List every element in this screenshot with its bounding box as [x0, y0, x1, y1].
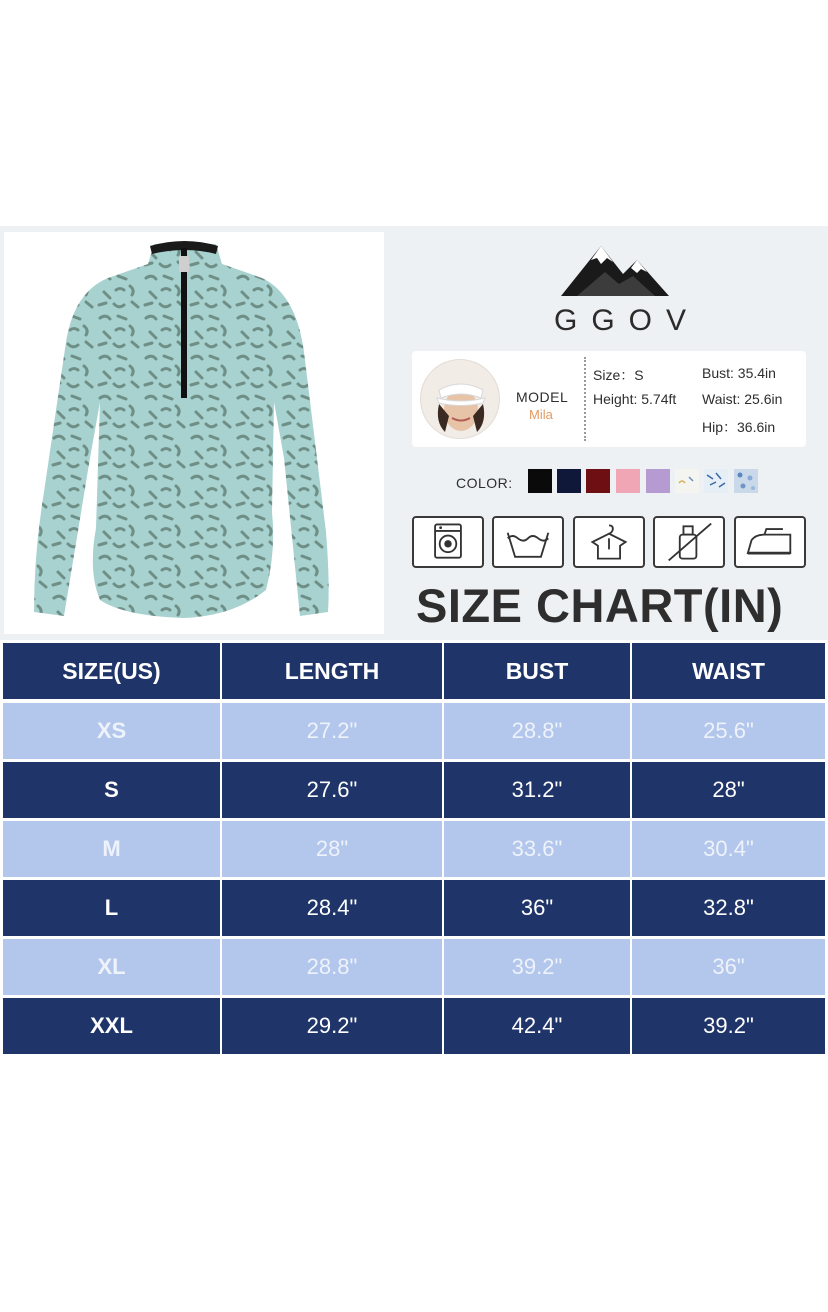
- cell-length: 28.8": [222, 939, 442, 995]
- model-height: Height: 5.74ft: [593, 391, 677, 407]
- product-info-panel: [0, 226, 828, 640]
- model-size: Size：S: [593, 367, 644, 383]
- wash-basin-icon: [492, 516, 564, 568]
- cell-bust: 39.2": [444, 939, 630, 995]
- shirt-illustration: [4, 232, 384, 634]
- machine-wash-icon: [412, 516, 484, 568]
- cell-size: XS: [3, 703, 220, 759]
- cell-waist: 28": [632, 762, 825, 818]
- swatch-pink[interactable]: [616, 469, 640, 493]
- model-name: Mila: [529, 407, 553, 422]
- hang-dry-icon: [573, 516, 645, 568]
- swatch-white-blue-print[interactable]: [704, 469, 728, 493]
- cell-length: 28.4": [222, 880, 442, 936]
- color-label: COLOR:: [456, 475, 513, 491]
- cell-waist: 39.2": [632, 998, 825, 1054]
- model-label: MODEL: [516, 389, 569, 405]
- cell-size: XL: [3, 939, 220, 995]
- cell-length: 29.2": [222, 998, 442, 1054]
- brand-name: GGOV: [554, 304, 701, 337]
- cell-size: L: [3, 880, 220, 936]
- header-waist: WAIST: [632, 643, 825, 699]
- header-length: LENGTH: [222, 643, 442, 699]
- swatch-lavender[interactable]: [646, 469, 670, 493]
- cell-waist: 36": [632, 939, 825, 995]
- cell-length: 27.6": [222, 762, 442, 818]
- cell-length: 28": [222, 821, 442, 877]
- header-bust: BUST: [444, 643, 630, 699]
- swatch-navy[interactable]: [557, 469, 581, 493]
- swatch-white-print[interactable]: [675, 469, 699, 493]
- product-image: [4, 232, 384, 634]
- swatch-burgundy[interactable]: [586, 469, 610, 493]
- model-bust: Bust: 35.4in: [702, 365, 776, 381]
- cell-bust: 31.2": [444, 762, 630, 818]
- table-row: [3, 821, 825, 877]
- table-row: [3, 703, 825, 759]
- cell-bust: 36": [444, 880, 630, 936]
- model-avatar: [420, 359, 500, 439]
- size-chart-title: SIZE CHART(IN): [416, 579, 784, 632]
- mountain-icon: [557, 242, 673, 298]
- table-row: [3, 762, 825, 818]
- cell-waist: 25.6": [632, 703, 825, 759]
- iron-icon: [734, 516, 806, 568]
- cell-waist: 32.8": [632, 880, 825, 936]
- table-row: [3, 939, 825, 995]
- cell-size: M: [3, 821, 220, 877]
- model-waist: Waist: 25.6in: [702, 391, 783, 407]
- care-instructions: [410, 516, 810, 568]
- swatch-blue-floral-print[interactable]: [734, 469, 758, 493]
- header-size: SIZE(US): [3, 643, 220, 699]
- swatch-black[interactable]: [528, 469, 552, 493]
- cell-size: XXL: [3, 998, 220, 1054]
- cell-size: S: [3, 762, 220, 818]
- cell-bust: 42.4": [444, 998, 630, 1054]
- brand-logo: [540, 242, 701, 338]
- divider: [584, 357, 586, 441]
- cell-waist: 30.4": [632, 821, 825, 877]
- model-card: [412, 351, 806, 447]
- table-row: [3, 998, 825, 1054]
- table-row: [3, 880, 825, 936]
- model-hip: Hip：36.6in: [702, 419, 776, 435]
- table-header-row: [3, 643, 825, 699]
- cell-length: 27.2": [222, 703, 442, 759]
- cell-bust: 28.8": [444, 703, 630, 759]
- no-bleach-icon: [653, 516, 725, 568]
- cell-bust: 33.6": [444, 821, 630, 877]
